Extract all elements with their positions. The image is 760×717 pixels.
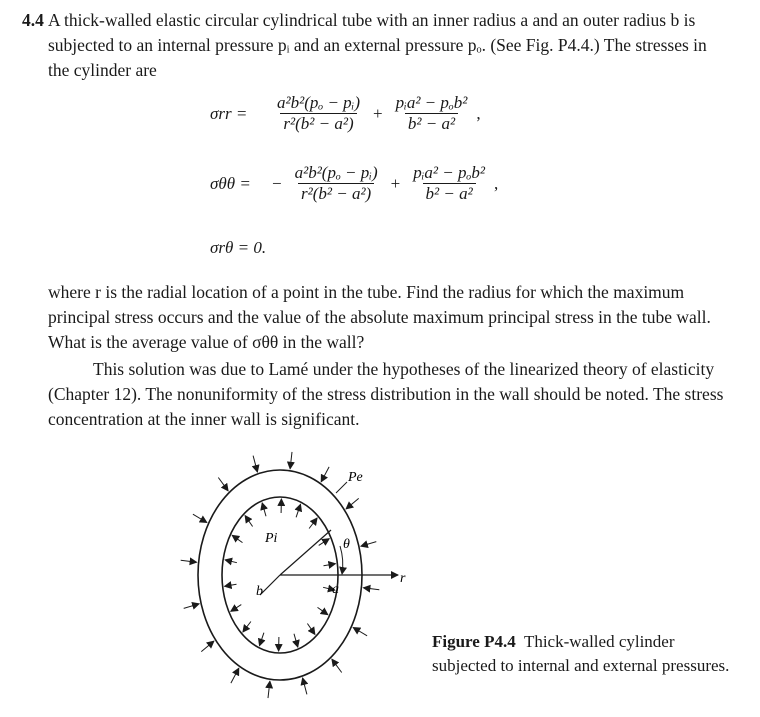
eq2-minus: −	[272, 173, 282, 193]
eq1-fraction-2	[393, 93, 471, 134]
eq2-denominator-1: r²(b² − a²)	[298, 183, 374, 204]
eq2-numerator-2: pᵢa² − pₒb²	[413, 163, 485, 182]
external-pressure-arrow	[218, 478, 228, 491]
eq1-denominator-2: b² − a²	[405, 113, 458, 134]
eq2-numerator-1: a²b²(pₒ − pᵢ)	[294, 163, 378, 182]
external-pressure-arrow	[181, 560, 197, 562]
internal-pressure-arrow	[296, 504, 300, 517]
eq2-comma: ,	[493, 173, 499, 193]
internal-pressure-arrow	[294, 634, 298, 647]
internal-pressure-arrow	[318, 607, 328, 614]
equation-sigma-rr	[210, 93, 481, 134]
internal-pressure-arrow	[231, 605, 242, 612]
caption-text: Thick-walled cylinder subjected to internal and external pressures.	[432, 632, 730, 675]
external-pressure-arrow	[290, 452, 292, 469]
internal-pressure-arrow	[309, 518, 317, 529]
internal-pressure-arrow	[260, 633, 264, 646]
external-pressure-arrow	[193, 514, 207, 522]
problem-intro: A thick-walled elastic circular cylindrical tube with an inner radius a and an outer radius b is subjected to an internal pressure pᵢ and an external pressure pₒ. (See Fig. P4.4.) The stresses in the cylinder are	[48, 10, 707, 80]
external-pressure-arrow	[321, 467, 329, 482]
eq1-lhs: σrr =	[210, 103, 248, 123]
eq2-denominator-2: b² − a²	[423, 183, 476, 204]
internal-pressure-arrow	[245, 516, 253, 527]
label-a: a	[332, 582, 339, 597]
outer-radius-line	[280, 530, 331, 575]
internal-pressure-arrow	[324, 564, 336, 566]
label-b: b	[256, 584, 263, 599]
external-pressure-arrow	[332, 659, 342, 672]
external-pressure-arrow	[268, 681, 270, 698]
internal-pressure-arrow	[262, 503, 266, 516]
external-pressure-arrow	[253, 456, 257, 472]
eq1-fraction-1	[274, 93, 363, 134]
equation-sigma-rtheta	[210, 238, 266, 258]
external-pressure-arrow	[184, 604, 199, 609]
label-r: r	[400, 571, 406, 586]
problem-statement	[22, 8, 722, 83]
label-pi: Pi	[265, 531, 278, 546]
equation-sigma-thetatheta	[210, 163, 498, 204]
external-pressure-arrow	[361, 542, 376, 547]
internal-pressure-arrow	[225, 584, 237, 586]
label-theta: θ	[343, 537, 350, 552]
eq1-numerator-2: pᵢa² − pₒb²	[395, 93, 468, 112]
eq3-text: σrθ = 0.	[210, 238, 267, 257]
figure-p4-4	[160, 435, 420, 710]
problem-question: where r is the radial location of a point in the tube. Find the radius for which the maximum principal stress occurs and the value of the absolute maximum principal stress in the tube wall. What is the average value of σθθ in the wall?	[48, 282, 711, 352]
external-pressure-arrow	[353, 628, 367, 636]
cylinder-diagram	[160, 435, 420, 705]
problem-remark: This solution was due to Lamé under the hypotheses of the linearized theory of elasticity (Chapter 12). The nonuniformity of the stress distribution in the wall should be noted. The stress concentration at the inner wall is significant.	[48, 359, 724, 429]
eq2-lhs: σθθ =	[210, 173, 251, 193]
internal-pressure-arrow	[232, 535, 242, 542]
figure-caption	[432, 630, 732, 678]
problem-number: 4.4	[22, 10, 44, 30]
external-pressure-arrow	[201, 641, 214, 652]
eq1-comma: ,	[476, 103, 481, 123]
eq2-plus: +	[390, 173, 401, 193]
internal-pressure-arrow	[307, 624, 315, 635]
caption-label: Figure P4.4	[432, 632, 516, 651]
external-pressure-arrow	[303, 678, 307, 694]
eq2-fraction-2	[410, 163, 488, 204]
eq1-denominator-1: r²(b² − a²)	[280, 113, 356, 134]
external-pressure-arrow	[231, 668, 239, 683]
eq1-plus: +	[373, 103, 383, 123]
eq2-fraction-1	[292, 163, 381, 204]
internal-pressure-arrow	[225, 560, 237, 563]
external-pressure-arrow	[346, 498, 359, 509]
b-radius-line	[260, 575, 280, 595]
eq1-numerator-1: a²b²(pₒ − pᵢ)	[277, 93, 361, 112]
external-pressure-arrow	[363, 588, 379, 590]
pe-leader	[336, 482, 347, 493]
label-pe: Pe	[348, 470, 363, 485]
internal-pressure-arrow	[243, 622, 251, 633]
